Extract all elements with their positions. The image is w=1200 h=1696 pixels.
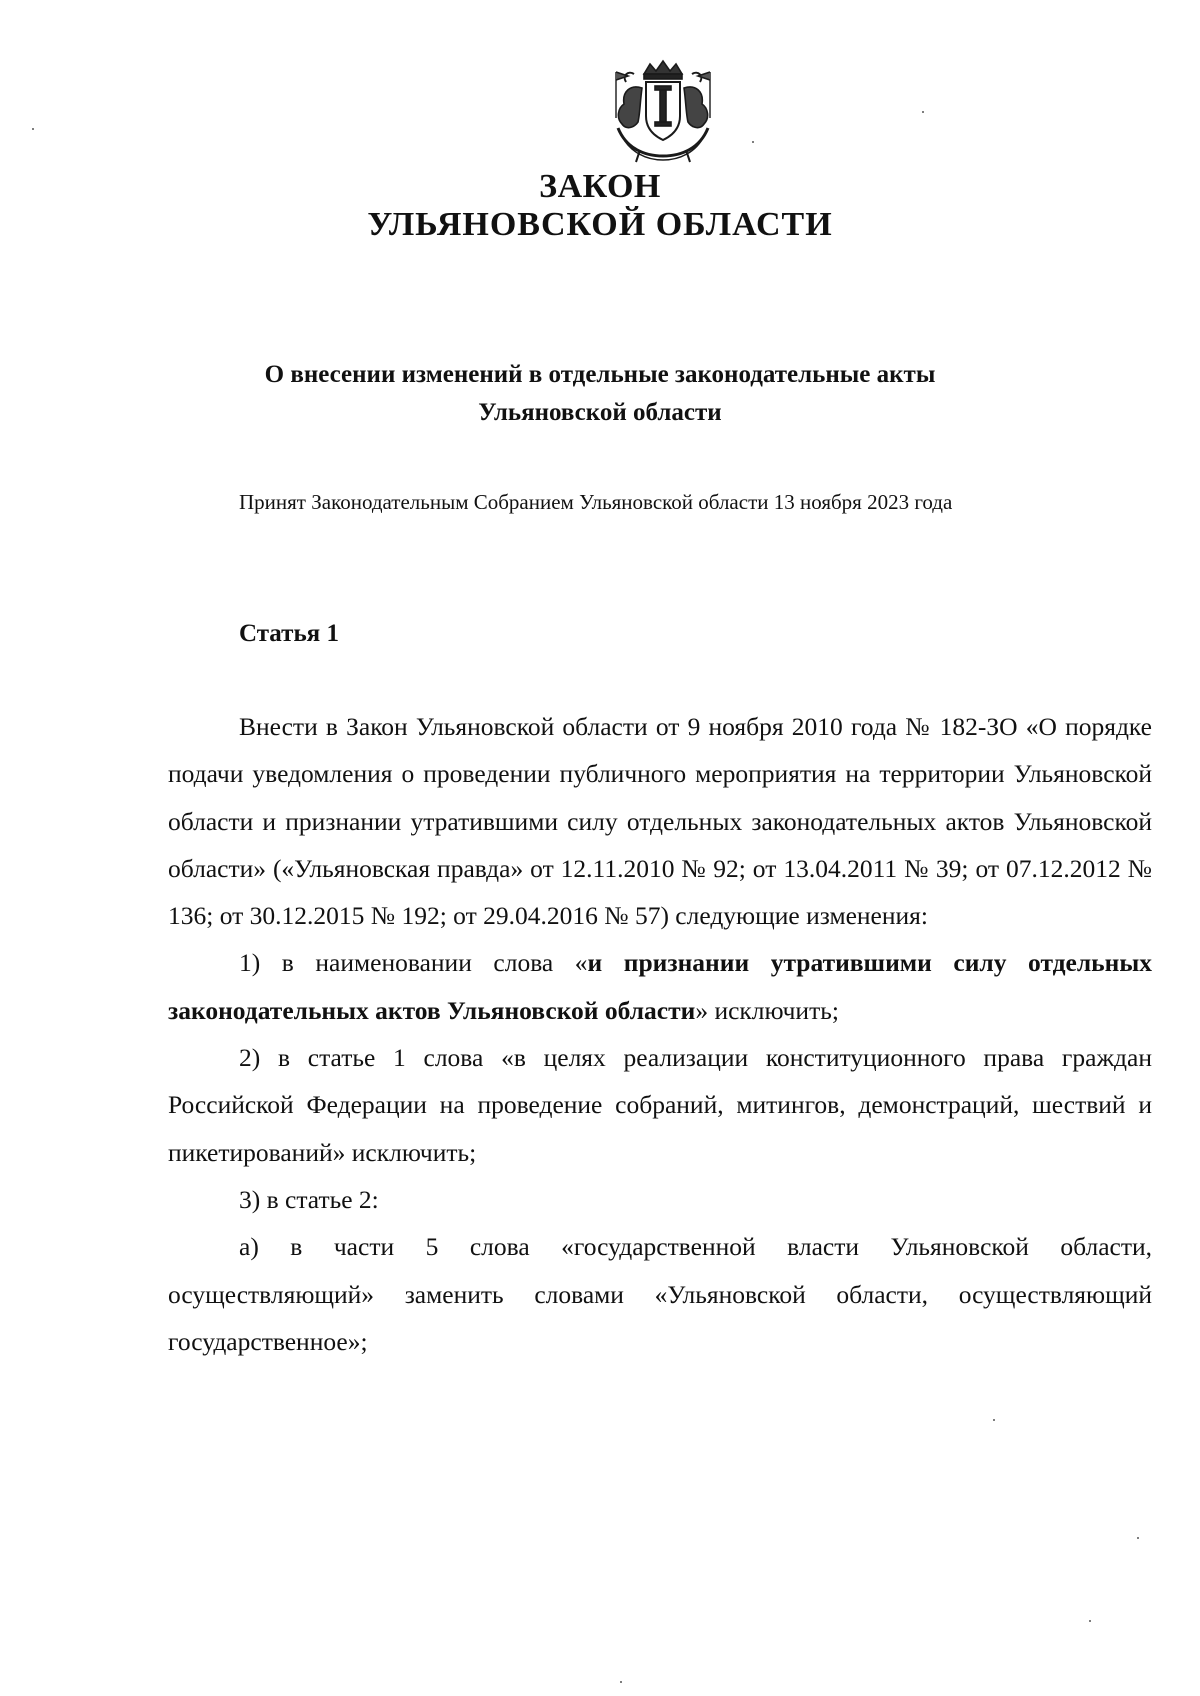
scan-speck — [752, 141, 754, 143]
amendment-item-1 — [168, 939, 1152, 1034]
law-subject-line-2: Ульяновской области — [478, 399, 722, 426]
coat-of-arms-icon — [600, 58, 726, 166]
amendment-item-2: 2) в статье 1 слова «в целях реализации конституционного права граждан Российской Федерации на проведение собраний, митингов, демонстраций, шествий и пикетирований» исключить; — [168, 1043, 1152, 1167]
article-body — [168, 703, 1152, 1365]
scan-speck — [922, 111, 924, 113]
scan-speck — [1137, 1537, 1139, 1539]
amendment-item-3: 3) в статье 2: — [239, 1184, 379, 1214]
amendment-item-1-bold-text: и признании утратившими силу отдельных законодательных актов Ульяновской области — [168, 948, 1152, 1025]
article-heading: Статья 1 — [239, 620, 339, 647]
amendment-item-1-suffix: » исключить; — [695, 995, 839, 1025]
scan-speck — [32, 128, 34, 130]
law-title: ЗАКОН — [539, 168, 661, 205]
scan-speck — [620, 1681, 622, 1683]
amendment-item-3a: а) в части 5 слова «государственной власти Ульяновской области, осуществляющий» заменить словами «Ульяновской области, осуществляющий государственное»; — [168, 1232, 1152, 1356]
adoption-note: Принят Законодательным Собранием Ульяновской области 13 ноября 2023 года — [239, 490, 953, 514]
article-intro-paragraph: Внести в Закон Ульяновской области от 9 ноября 2010 года № 182-ЗО «О порядке подачи уведомления о проведении публичного мероприятия на территории Ульяновской области и признании утратившими силу отдельных законодательных актов Ульяновской области» («Ульяновская правда» от 12.11.2010 № 92; от 13.04.2011 № 39; от 07.12.2012 № 136; от 30.12.2015 № 192; от 29.04.2016 № 57) следующие изменения: — [168, 712, 1152, 931]
amendment-item-1-prefix: 1) в наименовании слова « — [239, 948, 588, 978]
scan-speck — [993, 1419, 995, 1421]
law-subject-line-1: О внесении изменений в отдельные законодательные акты — [264, 361, 936, 388]
scan-speck — [1089, 1620, 1091, 1622]
region-title: УЛЬЯНОВСКОЙ ОБЛАСТИ — [367, 206, 833, 243]
